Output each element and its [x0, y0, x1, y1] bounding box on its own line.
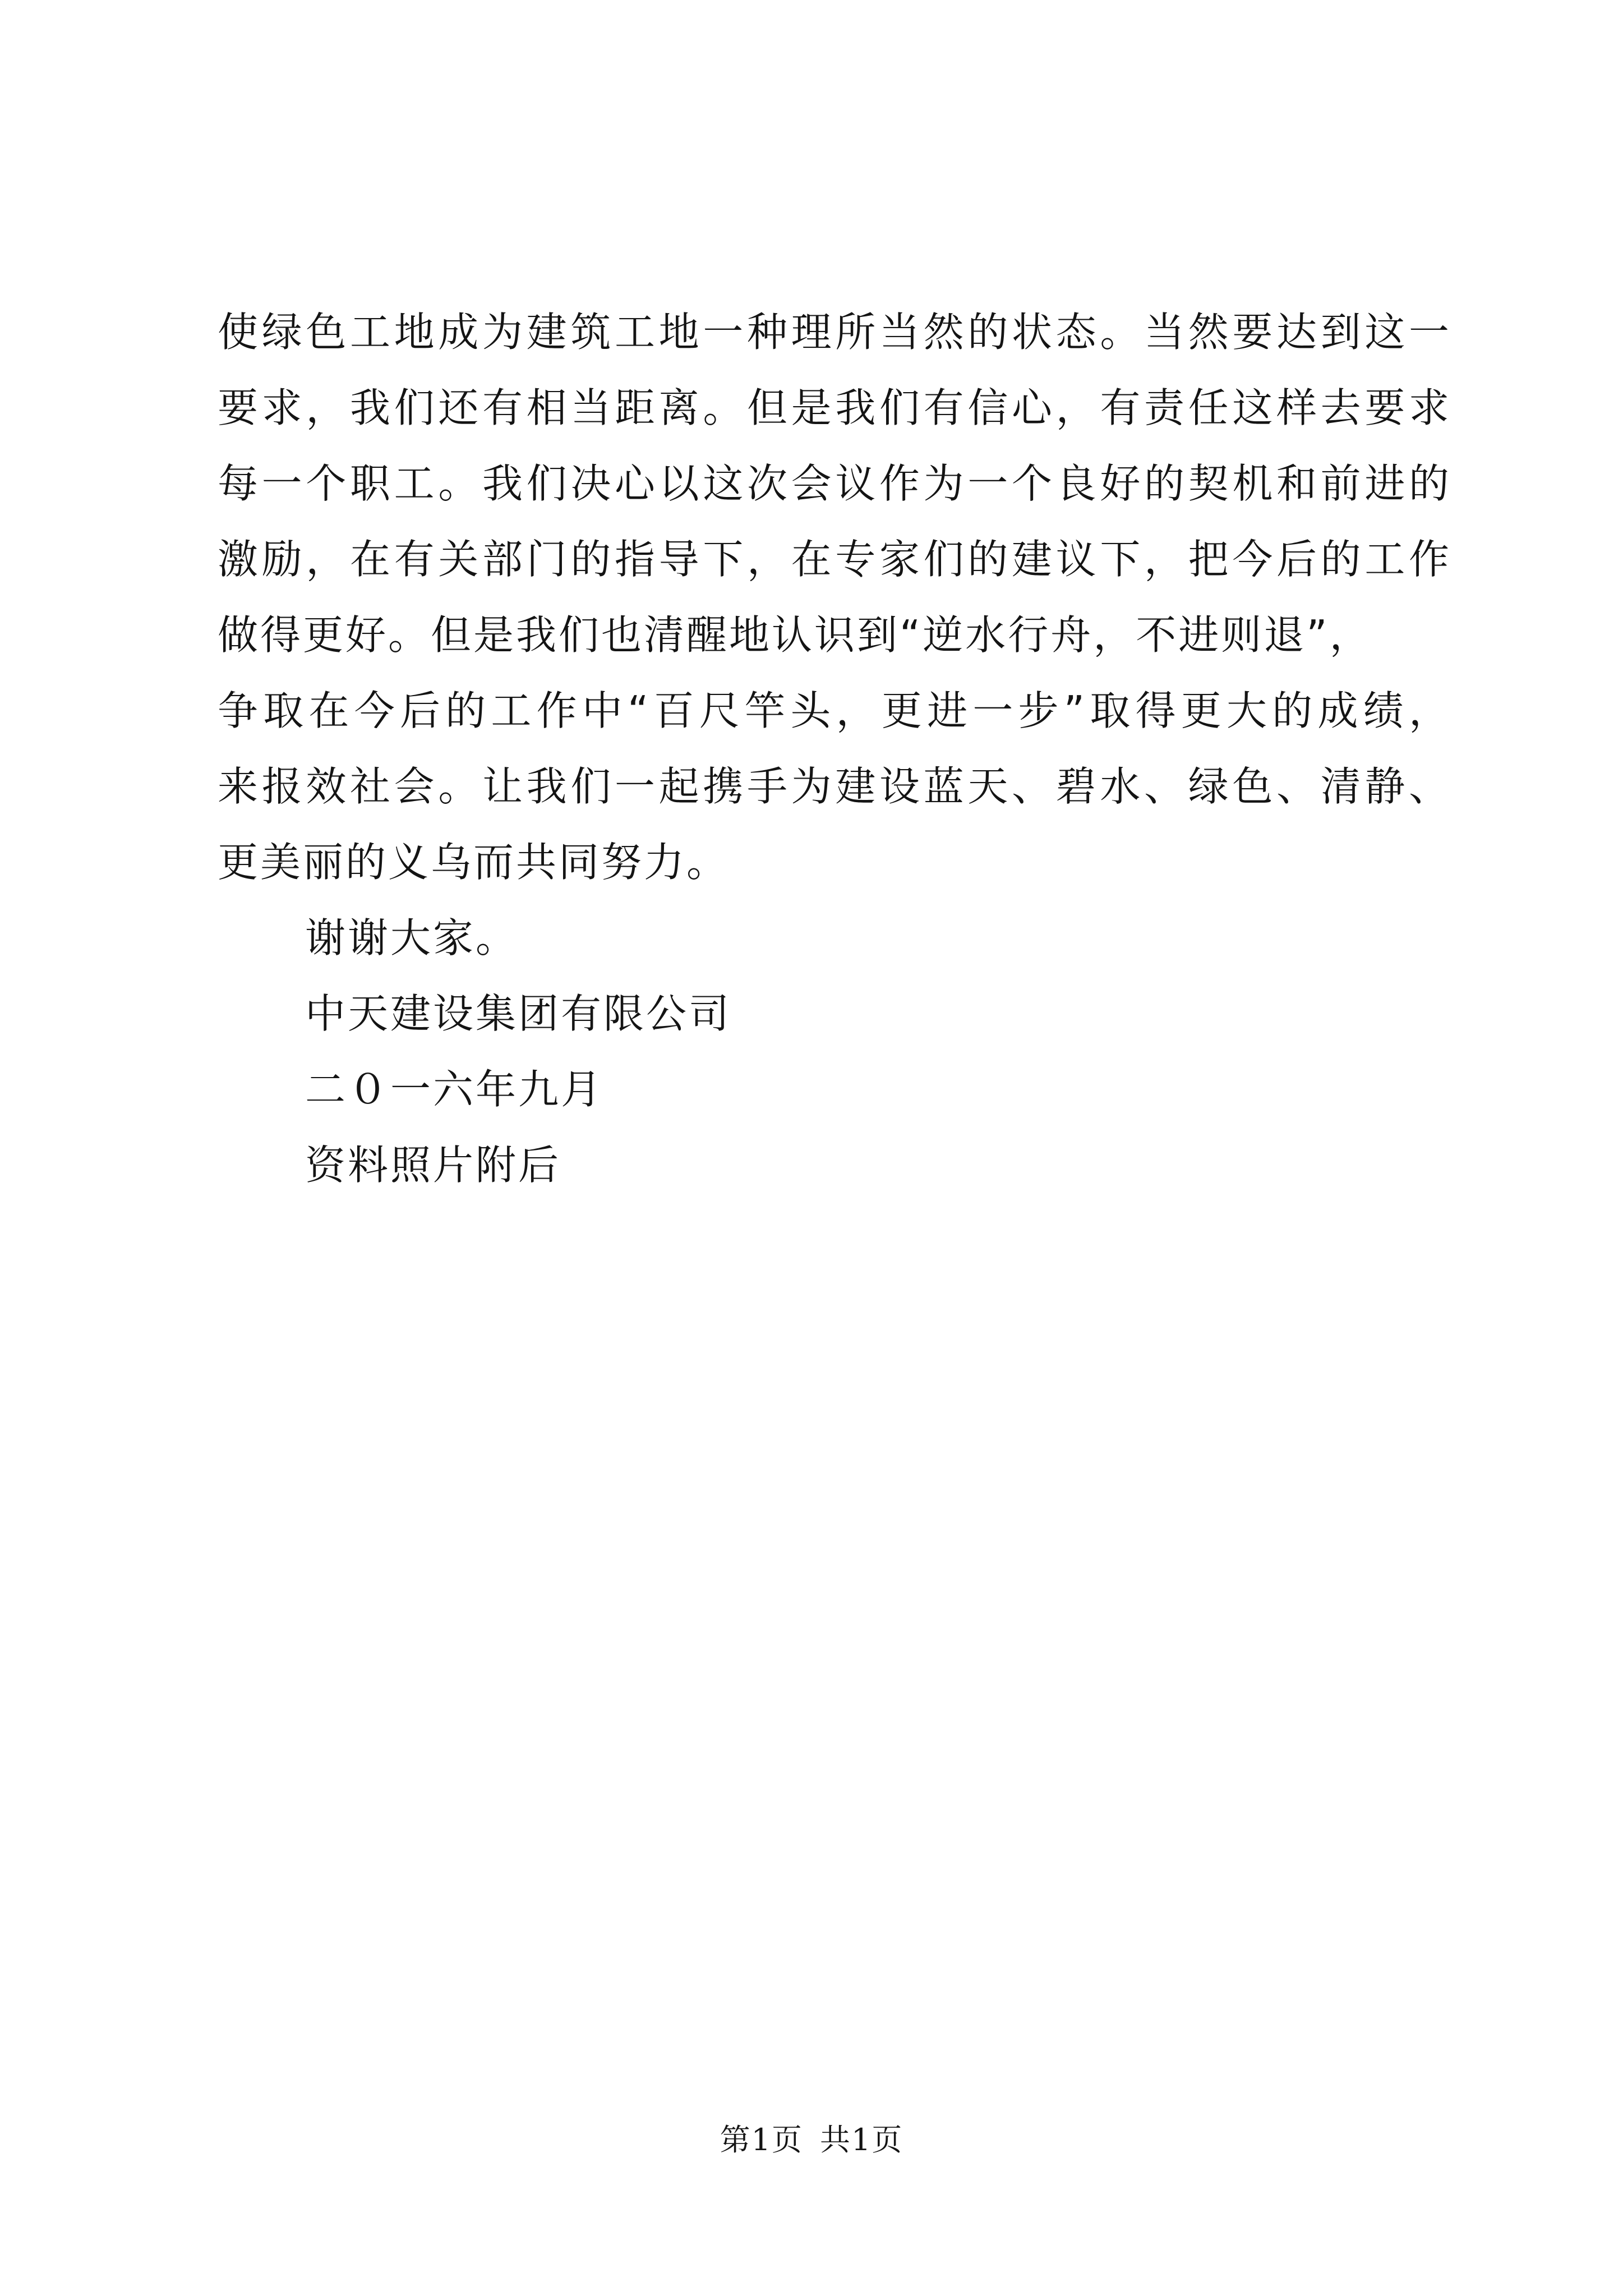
document-body: [218, 295, 1451, 1203]
paragraph-line: 做得更好。但是我们也清醒地认识到“逆水行舟，不进则退”，: [218, 611, 1372, 659]
page-number-total: 共1页: [820, 2122, 903, 2157]
paragraph-line: 来报效社会。让我们一起携手为建设蓝天、碧水、绿色、清静、: [218, 763, 1451, 810]
page-footer: [0, 2120, 1623, 2160]
paragraph-line: 激励，在有关部门的指导下，在专家们的建议下，把今后的工作: [218, 536, 1451, 583]
paragraph-line: 要求，我们还有相当距离。但是我们有信心，有责任这样去要求: [218, 384, 1451, 431]
signature-date: 二０一六年九月: [305, 1066, 604, 1113]
page-number-current: 第1页: [720, 2122, 803, 2157]
closing-text: 谢谢大家。: [305, 914, 519, 961]
paragraph-line: 争取在今后的工作中“百尺竿头，更进一步”取得更大的成绩，: [218, 687, 1451, 734]
paragraph-line: 更美丽的义乌而共同努力。: [218, 839, 730, 886]
attachment-note: 资料照片附后: [305, 1142, 561, 1189]
paragraph-line: 使绿色工地成为建筑工地一种理所当然的状态。当然要达到这一: [218, 309, 1451, 356]
signature-company: 中天建设集团有限公司: [305, 990, 732, 1037]
paragraph-line: 每一个职工。我们决心以这次会议作为一个良好的契机和前进的: [218, 460, 1451, 507]
